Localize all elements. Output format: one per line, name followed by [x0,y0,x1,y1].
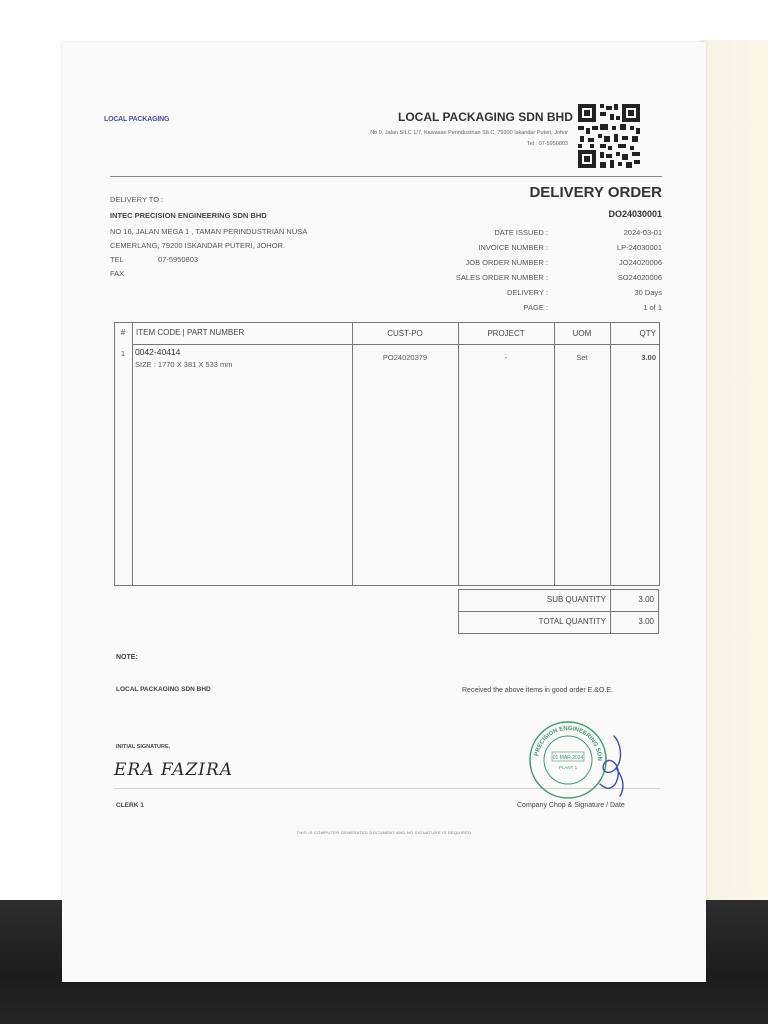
detail-value: SO24020006 [617,273,662,282]
clerk-label: CLERK 1 [116,802,144,809]
detail-label: DATE ISSUED : [494,228,548,237]
table-border-top [114,322,660,323]
svg-text:01 MAR 2024: 01 MAR 2024 [552,755,584,761]
footer-company: LOCAL PACKAGING SDN BHD [116,686,211,693]
company-chop-label: Company Chop & Signature / Date [517,802,625,809]
document-title: DELIVERY ORDER [529,184,662,201]
handwritten-signature: ERA FAZIRA [114,760,234,780]
item-project: - [504,353,508,362]
totals-border-top [458,589,658,590]
detail-label: SALES ORDER NUMBER : [455,273,548,282]
table-border-left [114,322,115,586]
detail-label: DELIVERY : [507,288,548,297]
svg-text:PRECISION ENGINEERING SDN: PRECISION ENGINEERING SDN [534,725,603,762]
table-border-right [659,322,660,586]
company-logo-text: LOCAL PACKAGING [104,116,170,123]
delivery-to-fax-label: FAX [110,269,125,278]
company-name: LOCAL PACKAGING SDN BHD [398,110,573,124]
totals-border-bottom [458,633,658,634]
total-quantity-value: 3.00 [638,617,654,626]
detail-value: JO24020006 [619,258,662,267]
delivery-to-tel-label: TEL [110,255,124,264]
received-statement: Received the above items in good order E.&O.E. [462,687,613,694]
table-header-divider [132,344,660,345]
detail-value: 2024-03-01 [623,228,662,237]
header-divider [110,176,662,177]
detail-label: JOB ORDER NUMBER : [465,258,548,267]
column-divider [132,322,133,586]
detail-label: INVOICE NUMBER : [478,243,548,252]
column-header-uom: UOM [572,329,592,338]
column-header-cust-po: CUST-PO [387,329,423,338]
totals-border-right [658,589,659,634]
column-header-no: # [120,328,126,337]
detail-value: LP-24030001 [616,243,662,252]
delivery-to-label: DELIVERY TO : [110,195,164,204]
item-size: SIZE : 1770 X 381 X 533 mm [135,360,233,369]
sub-quantity-label: SUB QUANTITY [546,595,606,604]
delivery-order-document [62,42,706,982]
computer-generated-note: THIS IS COMPUTER GENERATED DOCUMENT AND NO SIGNATURE IS REQUIRED [296,830,472,835]
item-uom: Set [576,353,588,362]
column-header-project: PROJECT [487,329,525,338]
background-surface-right [700,40,768,900]
qr-code-icon [578,104,640,168]
item-qty: 3.00 [641,353,656,362]
delivery-to-company: INTEC PRECISION ENGINEERING SDN BHD [110,211,267,220]
totals-border-left [458,589,459,634]
column-header-item: ITEM CODE | PART NUMBER [136,328,245,337]
company-tel: Tel : 07-5950803 [527,141,568,147]
item-code: 0042-40414 [135,347,181,357]
delivery-to-address-line1: NO 16, JALAN MEGA 1 , TAMAN PERINDUSTRIAN NUSA [110,227,308,236]
item-cust-po: PO24020379 [382,353,428,362]
detail-value: 30 Days [634,288,662,297]
company-address: No 9, Jalan SILC 1/7, Kawasan Perindustrian SILC, 79200 Iskandar Puteri, Johor [370,130,568,136]
row-number: 1 [120,349,126,358]
delivery-to-tel-value: 07-5950803 [158,255,199,264]
delivery-to-address-line2: CEMERLANG, 79200 ISKANDAR PUTERI, JOHOR. [110,241,286,250]
total-quantity-label: TOTAL QUANTITY [538,617,606,626]
detail-value: 1 of 1 [643,303,662,312]
note-label: NOTE: [116,654,138,661]
initial-signature-label: INITIAL SIGNATURE, [116,744,171,750]
table-border-bottom [114,585,660,586]
sub-quantity-value: 3.00 [638,595,654,604]
document-number: DO24030001 [608,209,662,219]
detail-label: PAGE : [523,303,548,312]
totals-divider [458,611,658,612]
svg-text:PLANT 1: PLANT 1 [558,765,578,770]
column-header-qty: QTY [639,329,656,338]
signature-scribble-icon [590,732,630,802]
